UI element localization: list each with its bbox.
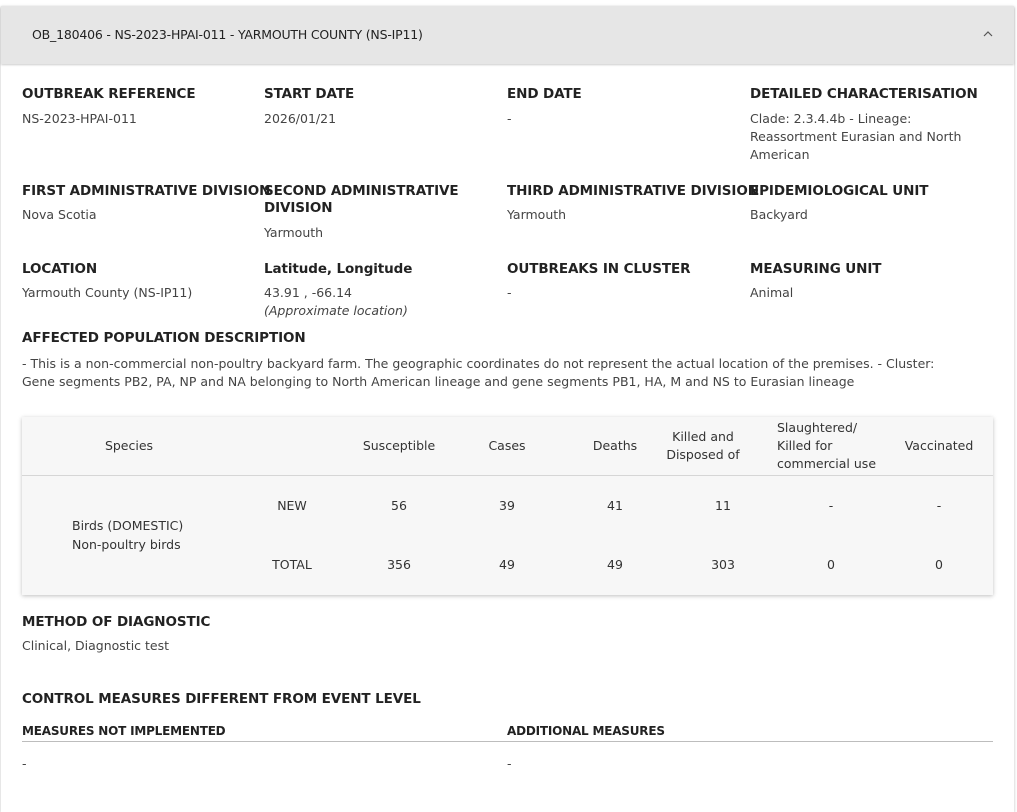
latlon-note: (Approximate location) xyxy=(264,303,408,318)
row-new-slaughtered: - xyxy=(828,498,834,513)
additional-measures-value: - xyxy=(507,756,512,771)
slaughtered-header-line3: commercial use xyxy=(777,456,877,471)
row-total-killed: 303 xyxy=(711,557,735,572)
affected-population-label: AFFECTED POPULATION DESCRIPTION xyxy=(22,330,306,346)
outbreak-panel-header[interactable] xyxy=(1,6,1014,64)
second-admin-label-line2: DIVISION xyxy=(264,200,333,216)
row-total-cases: 49 xyxy=(499,557,515,572)
detailed-characterisation-line2: Reassortment Eurasian and North xyxy=(750,129,962,144)
species-name-line1: Birds (DOMESTIC) xyxy=(72,518,184,533)
row-new-susceptible: 56 xyxy=(391,498,407,513)
slaughtered-header-line1: Slaughtered/ xyxy=(777,420,858,435)
row-new-type: NEW xyxy=(277,498,307,513)
third-admin-label: THIRD ADMINISTRATIVE DIVISION xyxy=(507,183,759,199)
row-total-deaths: 49 xyxy=(607,557,623,572)
latlon-label: Latitude, Longitude xyxy=(264,261,413,277)
deaths-header: Deaths xyxy=(592,438,638,453)
row-total-vaccinated: 0 xyxy=(935,557,943,572)
control-measures-label: CONTROL MEASURES DIFFERENT FROM EVENT LEVEL xyxy=(22,691,421,707)
affected-population-line2: Gene segments PB2, PA, NP and NA belonging to North American lineage and gene segments PB1, HA, M and NS to Eurasian lineage xyxy=(22,374,855,389)
row-total-susceptible: 356 xyxy=(387,557,411,572)
measuring-unit-label: MEASURING UNIT xyxy=(750,261,882,277)
latlon-value: 43.91 , -66.14 xyxy=(264,285,353,300)
detailed-characterisation-label: DETAILED CHARACTERISATION xyxy=(750,86,978,102)
affected-population-line1: - This is a non-commercial non-poultry backyard farm. The geographic coordinates do not represent the actual location of the premises. - Cluster: xyxy=(22,356,935,371)
measures-not-implemented-value: - xyxy=(22,756,27,771)
row-new-deaths: 41 xyxy=(607,498,623,513)
species-table xyxy=(22,417,993,595)
second-admin-label-line1: SECOND ADMINISTRATIVE xyxy=(264,183,459,199)
killed-header-line1: Killed and xyxy=(672,429,734,444)
end-date-label: END DATE xyxy=(507,86,582,102)
measures-not-implemented-label: MEASURES NOT IMPLEMENTED xyxy=(22,724,226,738)
row-new-cases: 39 xyxy=(499,498,515,513)
diagnostic-label: METHOD OF DIAGNOSTIC xyxy=(22,614,211,630)
chevron-up-icon[interactable] xyxy=(983,30,993,38)
species-name-line2: Non-poultry birds xyxy=(72,537,181,552)
end-date-value: - xyxy=(507,111,512,126)
row-new-vaccinated: - xyxy=(936,498,942,513)
start-date-label: START DATE xyxy=(264,86,355,102)
measuring-unit-value: Animal xyxy=(750,285,794,300)
affected-population-description xyxy=(22,355,982,391)
row-total-slaughtered: 0 xyxy=(827,557,835,572)
first-admin-label: FIRST ADMINISTRATIVE DIVISION xyxy=(22,183,271,199)
outbreaks-in-cluster-value: - xyxy=(507,285,512,300)
start-date-value: 2026/01/21 xyxy=(264,111,337,126)
outbreak-reference-label: OUTBREAK REFERENCE xyxy=(22,86,196,102)
location-label: LOCATION xyxy=(22,261,98,277)
cases-header: Cases xyxy=(488,438,526,453)
epi-unit-label: EPIDEMIOLOGICAL UNIT xyxy=(750,183,929,199)
outbreaks-in-cluster-label: OUTBREAKS IN CLUSTER xyxy=(507,261,691,277)
killed-header-line2: Disposed of xyxy=(666,447,740,462)
susceptible-header: Susceptible xyxy=(362,438,436,453)
epi-unit-value: Backyard xyxy=(750,207,808,222)
row-total-type: TOTAL xyxy=(272,557,312,572)
first-admin-value: Nova Scotia xyxy=(22,207,97,222)
detailed-characterisation-line1: Clade: 2.3.4.4b - Lineage: xyxy=(750,111,912,126)
row-new-killed: 11 xyxy=(715,498,731,513)
species-header: Species xyxy=(104,438,154,453)
third-admin-value: Yarmouth xyxy=(507,207,567,222)
additional-measures-label: ADDITIONAL MEASURES xyxy=(507,724,665,738)
diagnostic-value: Clinical, Diagnostic test xyxy=(22,638,170,653)
second-admin-value: Yarmouth xyxy=(264,225,324,240)
vaccinated-header: Vaccinated xyxy=(904,438,974,453)
outbreak-reference-value: NS-2023-HPAI-011 xyxy=(22,111,137,126)
control-measures-divider xyxy=(22,741,993,742)
slaughtered-header-line2: Killed for xyxy=(777,438,833,453)
table-header-divider xyxy=(22,475,993,476)
panel-title: OB_180406 - NS-2023-HPAI-011 - YARMOUTH COUNTY (NS-IP11) xyxy=(32,27,423,42)
detailed-characterisation-line3: American xyxy=(750,147,810,162)
location-value: Yarmouth County (NS-IP11) xyxy=(22,285,193,300)
